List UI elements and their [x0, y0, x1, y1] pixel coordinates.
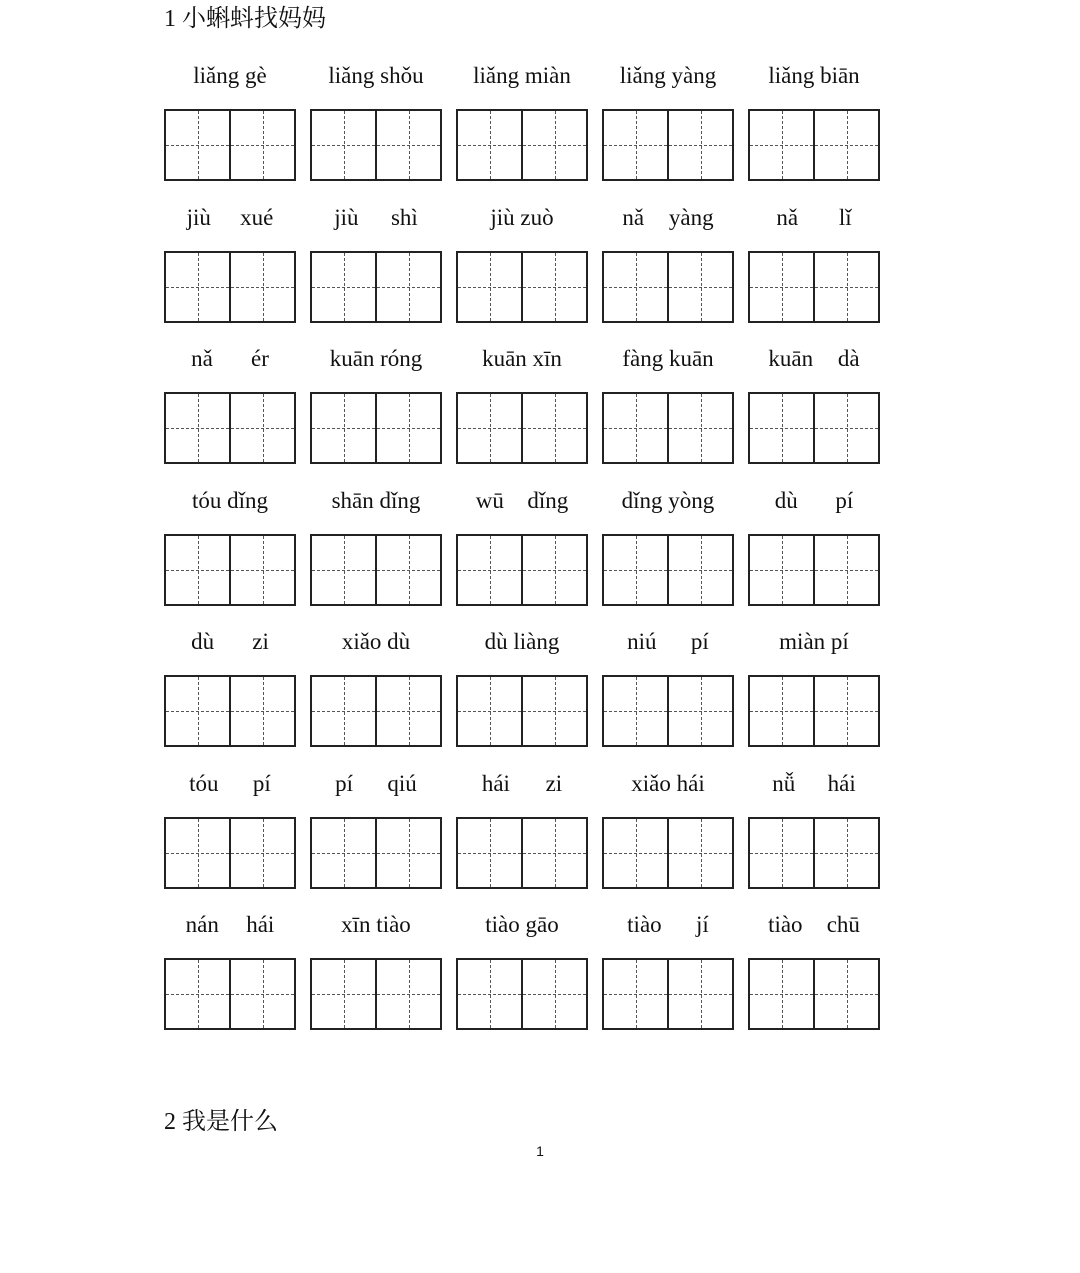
character-writing-boxes	[456, 675, 588, 747]
tian-zi-ge-box[interactable]	[312, 960, 375, 1028]
pinyin-syllable: shān dǐng	[331, 487, 421, 513]
character-writing-boxes	[456, 958, 588, 1030]
pinyin-label	[456, 483, 588, 519]
pinyin-syllable: liǎng miàn	[473, 63, 571, 88]
word-exercise	[456, 624, 588, 747]
character-writing-boxes	[748, 675, 880, 747]
pinyin-syllable: jiù	[334, 204, 359, 230]
word-exercise	[748, 341, 880, 464]
pinyin-label	[602, 766, 734, 802]
word-exercise	[748, 624, 880, 747]
tian-zi-ge-box[interactable]	[166, 677, 229, 745]
pinyin-label	[748, 200, 880, 236]
tian-zi-ge-box[interactable]	[813, 677, 878, 745]
page-number: 1	[536, 1143, 544, 1159]
word-exercise	[456, 200, 588, 323]
pinyin-label	[602, 200, 734, 236]
tian-zi-ge-box[interactable]	[667, 677, 732, 745]
tian-zi-ge-box[interactable]	[750, 677, 813, 745]
tian-zi-ge-box[interactable]	[521, 394, 586, 462]
pinyin-label	[456, 200, 588, 236]
character-writing-boxes	[164, 958, 296, 1030]
word-exercise	[456, 907, 588, 1030]
pinyin-label	[310, 58, 442, 94]
tian-zi-ge-box[interactable]	[458, 253, 521, 321]
word-exercise	[602, 58, 734, 181]
pinyin-syllable: miàn pí	[779, 629, 849, 654]
tian-zi-ge-box[interactable]	[604, 819, 667, 887]
tian-zi-ge-box[interactable]	[166, 111, 229, 179]
pinyin-syllable: liǎng gè	[193, 63, 267, 88]
pinyin-syllable: tóu	[189, 770, 219, 796]
character-writing-boxes	[602, 534, 734, 606]
pinyin-syllable: jí	[696, 912, 709, 937]
pinyin-syllable: xīn tiào	[341, 912, 411, 937]
pinyin-syllable: chū	[826, 912, 860, 937]
pinyin-label	[164, 58, 296, 94]
pinyin-syllable: pí	[335, 770, 354, 796]
exercise-row	[164, 483, 880, 625]
pinyin-label	[602, 483, 734, 519]
pinyin-label	[748, 907, 880, 943]
tian-zi-ge-box[interactable]	[312, 253, 375, 321]
section-title-2: 2 我是什么	[164, 1109, 278, 1135]
character-writing-boxes	[748, 958, 880, 1030]
character-writing-boxes	[456, 109, 588, 181]
tian-zi-ge-box[interactable]	[375, 819, 440, 887]
pinyin-label	[164, 907, 296, 943]
tian-zi-ge-box[interactable]	[229, 536, 294, 604]
tian-zi-ge-box[interactable]	[375, 253, 440, 321]
word-exercise	[748, 766, 880, 889]
tian-zi-ge-box[interactable]	[667, 394, 732, 462]
character-writing-boxes	[164, 675, 296, 747]
tian-zi-ge-box[interactable]	[521, 536, 586, 604]
word-exercise	[310, 766, 442, 889]
pinyin-label	[602, 341, 734, 377]
pinyin-label	[748, 624, 880, 660]
character-writing-boxes	[456, 392, 588, 464]
word-exercise	[310, 200, 442, 323]
pinyin-label	[310, 624, 442, 660]
tian-zi-ge-box[interactable]	[813, 536, 878, 604]
pinyin-label	[310, 200, 442, 236]
character-writing-boxes	[310, 817, 442, 889]
exercise-row	[164, 341, 880, 483]
tian-zi-ge-box[interactable]	[229, 253, 294, 321]
tian-zi-ge-box[interactable]	[750, 253, 813, 321]
character-writing-boxes	[748, 817, 880, 889]
pinyin-syllable: ér	[251, 346, 269, 371]
tian-zi-ge-box[interactable]	[458, 111, 521, 179]
word-exercise	[164, 766, 296, 889]
tian-zi-ge-box[interactable]	[604, 394, 667, 462]
tian-zi-ge-box[interactable]	[604, 111, 667, 179]
word-exercise	[748, 907, 880, 1030]
pinyin-syllable: fàng kuān	[622, 346, 714, 371]
tian-zi-ge-box[interactable]	[521, 819, 586, 887]
tian-zi-ge-box[interactable]	[813, 819, 878, 887]
pinyin-label	[310, 341, 442, 377]
pinyin-label	[602, 624, 734, 660]
character-writing-boxes	[456, 534, 588, 606]
character-writing-boxes	[164, 392, 296, 464]
pinyin-syllable: liǎng shǒu	[328, 63, 424, 88]
word-exercise	[602, 907, 734, 1030]
tian-zi-ge-box[interactable]	[375, 111, 440, 179]
tian-zi-ge-box[interactable]	[667, 960, 732, 1028]
tian-zi-ge-box[interactable]	[375, 960, 440, 1028]
pinyin-syllable: nǎ	[622, 204, 645, 230]
tian-zi-ge-box[interactable]	[166, 819, 229, 887]
word-exercise	[310, 483, 442, 606]
pinyin-syllable: yàng	[668, 204, 714, 230]
pinyin-syllable: liǎng biān	[768, 63, 860, 88]
word-exercise	[164, 483, 296, 606]
exercise-row	[164, 58, 880, 200]
character-writing-boxes	[748, 392, 880, 464]
pinyin-syllable: niú	[627, 629, 657, 654]
character-writing-boxes	[310, 534, 442, 606]
pinyin-label	[164, 624, 296, 660]
tian-zi-ge-box[interactable]	[312, 677, 375, 745]
character-writing-boxes	[748, 109, 880, 181]
pinyin-syllable: zi	[252, 629, 269, 654]
word-exercise	[164, 341, 296, 464]
tian-zi-ge-box[interactable]	[229, 111, 294, 179]
tian-zi-ge-box[interactable]	[813, 253, 878, 321]
character-writing-boxes	[602, 817, 734, 889]
tian-zi-ge-box[interactable]	[521, 960, 586, 1028]
word-exercise	[602, 341, 734, 464]
pinyin-syllable: tiào	[627, 912, 662, 937]
pinyin-label	[602, 907, 734, 943]
pinyin-syllable: tiào gāo	[485, 912, 559, 937]
tian-zi-ge-box[interactable]	[458, 677, 521, 745]
pinyin-syllable: nǚ	[772, 770, 796, 796]
word-exercise	[164, 907, 296, 1030]
tian-zi-ge-box[interactable]	[229, 394, 294, 462]
tian-zi-ge-box[interactable]	[521, 111, 586, 179]
pinyin-syllable: hái	[246, 912, 275, 937]
pinyin-syllable: dù	[774, 487, 798, 513]
pinyin-label	[456, 341, 588, 377]
character-writing-boxes	[164, 109, 296, 181]
tian-zi-ge-box[interactable]	[312, 536, 375, 604]
pinyin-syllable: dù	[191, 629, 215, 654]
pinyin-syllable: zi	[545, 770, 563, 796]
character-writing-boxes	[310, 958, 442, 1030]
pinyin-syllable: nǎ	[776, 204, 799, 230]
pinyin-syllable: nǎ	[191, 346, 213, 371]
character-writing-boxes	[748, 251, 880, 323]
word-exercise	[748, 200, 880, 323]
pinyin-label	[748, 483, 880, 519]
tian-zi-ge-box[interactable]	[604, 677, 667, 745]
tian-zi-ge-box[interactable]	[750, 536, 813, 604]
pinyin-label	[456, 766, 588, 802]
word-exercise	[310, 341, 442, 464]
word-exercise	[602, 766, 734, 889]
pinyin-syllable: pí	[690, 629, 709, 654]
tian-zi-ge-box[interactable]	[604, 253, 667, 321]
tian-zi-ge-box[interactable]	[312, 819, 375, 887]
tian-zi-ge-box[interactable]	[604, 960, 667, 1028]
tian-zi-ge-box[interactable]	[521, 253, 586, 321]
word-exercise	[310, 624, 442, 747]
tian-zi-ge-box[interactable]	[312, 394, 375, 462]
character-writing-boxes	[456, 251, 588, 323]
tian-zi-ge-box[interactable]	[166, 253, 229, 321]
tian-zi-ge-box[interactable]	[458, 960, 521, 1028]
word-exercise	[456, 58, 588, 181]
pinyin-syllable: xiǎo dù	[341, 629, 411, 654]
tian-zi-ge-box[interactable]	[375, 394, 440, 462]
tian-zi-ge-box[interactable]	[458, 394, 521, 462]
tian-zi-ge-box[interactable]	[667, 819, 732, 887]
pinyin-syllable: shì	[390, 204, 418, 230]
pinyin-syllable: hái	[481, 770, 510, 796]
pinyin-syllable: tóu dǐng	[191, 487, 269, 513]
word-exercise	[164, 200, 296, 323]
pinyin-writing-grid	[164, 58, 880, 1049]
word-exercise	[456, 341, 588, 464]
pinyin-syllable: lǐ	[838, 204, 852, 230]
tian-zi-ge-box[interactable]	[604, 536, 667, 604]
tian-zi-ge-box[interactable]	[667, 111, 732, 179]
word-exercise	[748, 483, 880, 606]
pinyin-syllable: dà	[837, 346, 860, 371]
pinyin-label	[456, 58, 588, 94]
pinyin-syllable: liǎng yàng	[619, 63, 717, 88]
pinyin-syllable: jiù zuò	[490, 204, 554, 230]
tian-zi-ge-box[interactable]	[458, 536, 521, 604]
tian-zi-ge-box[interactable]	[667, 253, 732, 321]
word-exercise	[456, 483, 588, 606]
pinyin-syllable: xiǎo hái	[631, 770, 705, 796]
pinyin-label	[310, 483, 442, 519]
exercise-row	[164, 200, 880, 342]
tian-zi-ge-box[interactable]	[166, 536, 229, 604]
pinyin-syllable: qiú	[387, 770, 417, 796]
pinyin-syllable: dǐng yòng	[621, 487, 715, 513]
section-title-1: 1 小蝌蚪找妈妈	[164, 6, 326, 32]
character-writing-boxes	[602, 109, 734, 181]
tian-zi-ge-box[interactable]	[229, 960, 294, 1028]
tian-zi-ge-box[interactable]	[750, 960, 813, 1028]
pinyin-syllable: nán	[185, 912, 219, 937]
character-writing-boxes	[602, 392, 734, 464]
tian-zi-ge-box[interactable]	[229, 819, 294, 887]
tian-zi-ge-box[interactable]	[750, 111, 813, 179]
pinyin-label	[748, 341, 880, 377]
exercise-row	[164, 907, 880, 1049]
pinyin-label	[456, 907, 588, 943]
tian-zi-ge-box[interactable]	[750, 394, 813, 462]
tian-zi-ge-box[interactable]	[521, 677, 586, 745]
tian-zi-ge-box[interactable]	[667, 536, 732, 604]
character-writing-boxes	[602, 675, 734, 747]
character-writing-boxes	[456, 817, 588, 889]
pinyin-label	[164, 483, 296, 519]
character-writing-boxes	[748, 534, 880, 606]
word-exercise	[602, 624, 734, 747]
pinyin-label	[456, 624, 588, 660]
pinyin-syllable: xué	[240, 204, 274, 230]
word-exercise	[310, 58, 442, 181]
word-exercise	[456, 766, 588, 889]
pinyin-syllable: dù liàng	[484, 629, 560, 654]
character-writing-boxes	[310, 675, 442, 747]
word-exercise	[748, 58, 880, 181]
tian-zi-ge-box[interactable]	[813, 111, 878, 179]
pinyin-syllable: kuān róng	[329, 346, 423, 371]
pinyin-syllable: pí	[252, 770, 271, 796]
character-writing-boxes	[310, 109, 442, 181]
pinyin-syllable: tiào	[768, 912, 803, 937]
word-exercise	[310, 907, 442, 1030]
tian-zi-ge-box[interactable]	[813, 960, 878, 1028]
pinyin-label	[164, 341, 296, 377]
word-exercise	[164, 58, 296, 181]
pinyin-label	[164, 766, 296, 802]
tian-zi-ge-box[interactable]	[750, 819, 813, 887]
tian-zi-ge-box[interactable]	[229, 677, 294, 745]
tian-zi-ge-box[interactable]	[458, 819, 521, 887]
character-writing-boxes	[602, 958, 734, 1030]
character-writing-boxes	[310, 392, 442, 464]
pinyin-syllable: wū	[475, 487, 504, 513]
word-exercise	[602, 483, 734, 606]
tian-zi-ge-box[interactable]	[375, 536, 440, 604]
tian-zi-ge-box[interactable]	[166, 394, 229, 462]
pinyin-syllable: kuān	[768, 346, 814, 371]
pinyin-syllable: hái	[827, 770, 856, 796]
exercise-row	[164, 766, 880, 908]
pinyin-syllable: dǐng	[527, 487, 569, 513]
pinyin-syllable: pí	[835, 487, 854, 513]
tian-zi-ge-box[interactable]	[375, 677, 440, 745]
pinyin-label	[748, 58, 880, 94]
character-writing-boxes	[164, 534, 296, 606]
character-writing-boxes	[164, 251, 296, 323]
pinyin-syllable: kuān xīn	[482, 346, 562, 371]
tian-zi-ge-box[interactable]	[312, 111, 375, 179]
character-writing-boxes	[310, 251, 442, 323]
pinyin-syllable: jiù	[186, 204, 211, 230]
tian-zi-ge-box[interactable]	[166, 960, 229, 1028]
character-writing-boxes	[602, 251, 734, 323]
word-exercise	[602, 200, 734, 323]
pinyin-label	[748, 766, 880, 802]
exercise-row	[164, 624, 880, 766]
pinyin-label	[164, 200, 296, 236]
word-exercise	[164, 624, 296, 747]
tian-zi-ge-box[interactable]	[813, 394, 878, 462]
pinyin-label	[602, 58, 734, 94]
pinyin-label	[310, 907, 442, 943]
pinyin-label	[310, 766, 442, 802]
character-writing-boxes	[164, 817, 296, 889]
